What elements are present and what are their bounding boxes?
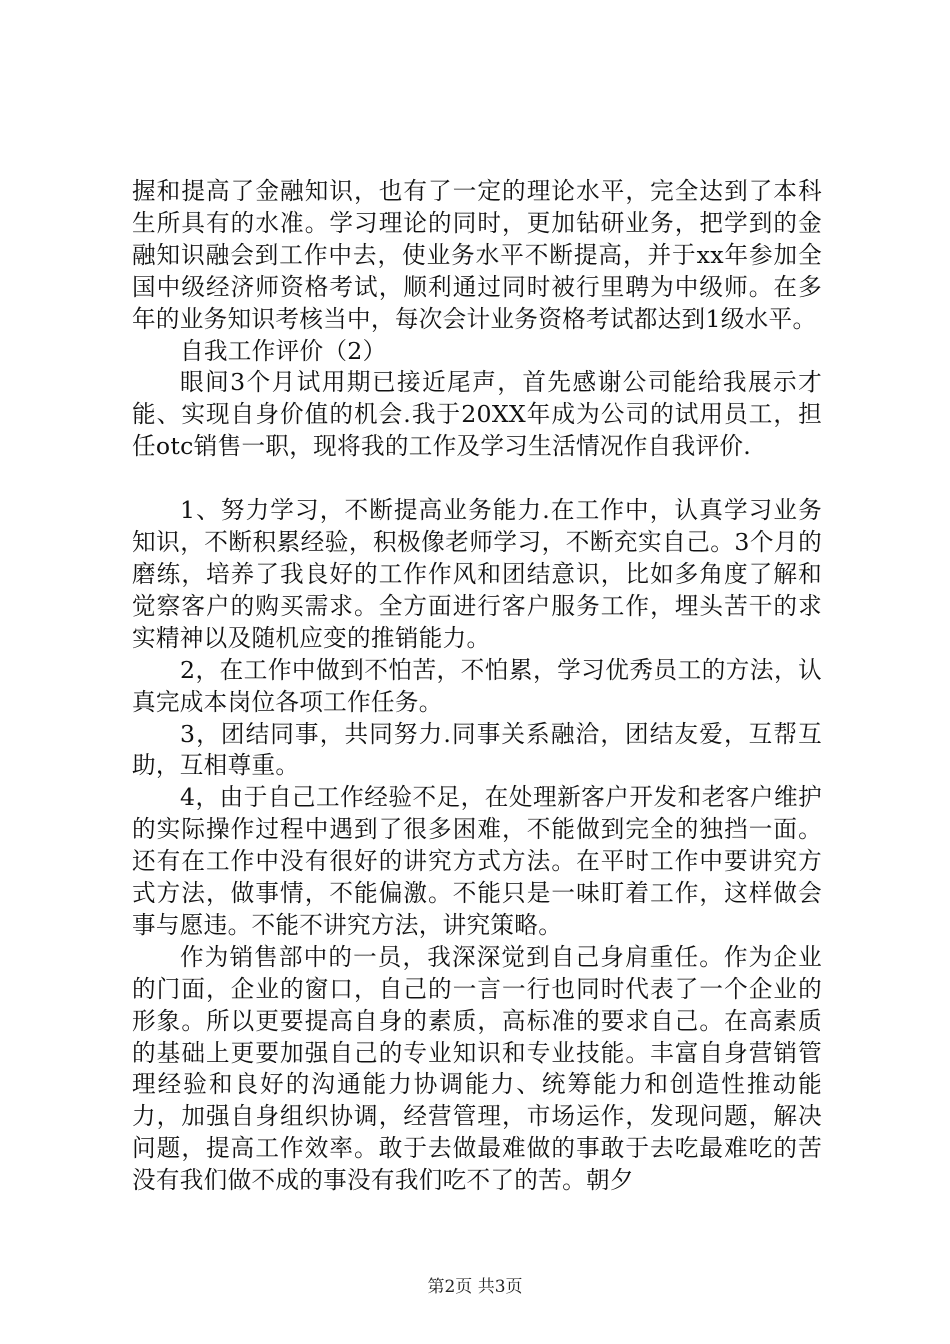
body-text: [132, 176, 822, 1197]
page-footer: 第2页 共3页: [427, 1277, 523, 1297]
paragraph-closing: 作为销售部中的一员，我深深觉到自己身肩重任。作为企业的门面，企业的窗口，自己的一言一行也同时代表了一个企业的形象。所以更要提高自身的素质，高标准的要求自己。在高素质的基础上更要加强自己的专业知识和专业技能。丰富自身营销管理经验和良好的沟通能力协调能力、统筹能力和创造性推动能力，加强自身组织协调，经营管理，市场运作，发现问题，解决问题，提高工作效率。敢于去做最难做的事敢于去吃最难吃的苦没有我们做不成的事没有我们吃不了的苦。朝夕: [132, 942, 822, 1195]
paragraph-continuation: 握和提高了金融知识，也有了一定的理论水平，完全达到了本科生所具有的水准。学习理论的同时，更加钻研业务，把学到的金融知识融会到工作中去，使业务水平不断提高，并于xx年参加全国中级经济师资格考试，顺利通过同时被行里聘为中级师。在多年的业务知识考核当中，每次会计业务资格考试都达到1级水平。: [132, 177, 822, 333]
paragraph-item-1: 1、努力学习，不断提高业务能力.在工作中，认真学习业务知识，不断积累经验，积极像老师学习，不断充实自己。3个月的磨练，培养了我良好的工作作风和团结意识，比如多角度了解和觉察客户的购买需求。全方面进行客户服务工作，埋头苦干的求实精神以及随机应变的推销能力。: [132, 496, 822, 652]
section-heading: 自我工作评价（2）: [180, 336, 387, 365]
paragraph-intro: 眼间3个月试用期已接近尾声，首先感谢公司能给我展示才能、实现自身价值的机会.我于20XX年成为公司的试用员工，担任otc销售一职，现将我的工作及学习生活情况作自我评价.: [132, 368, 822, 461]
paragraph-item-3: 3，团结同事，共同努力.同事关系融洽，团结友爱，互帮互助，互相尊重。: [132, 719, 822, 780]
paragraph-item-4: 4，由于自己工作经验不足，在处理新客户开发和老客户维护的实际操作过程中遇到了很多困难，不能做到完全的独挡一面。还有在工作中没有很好的讲究方式方法。在平时工作中要讲究方式方法，做事情，不能偏激。不能只是一味盯着工作，这样做会事与愿违。不能不讲究方法，讲究策略。: [132, 783, 822, 939]
paragraph-gap: [132, 463, 822, 495]
paragraph-item-2: 2，在工作中做到不怕苦，不怕累，学习优秀员工的方法，认真完成本岗位各项工作任务。: [132, 655, 822, 716]
